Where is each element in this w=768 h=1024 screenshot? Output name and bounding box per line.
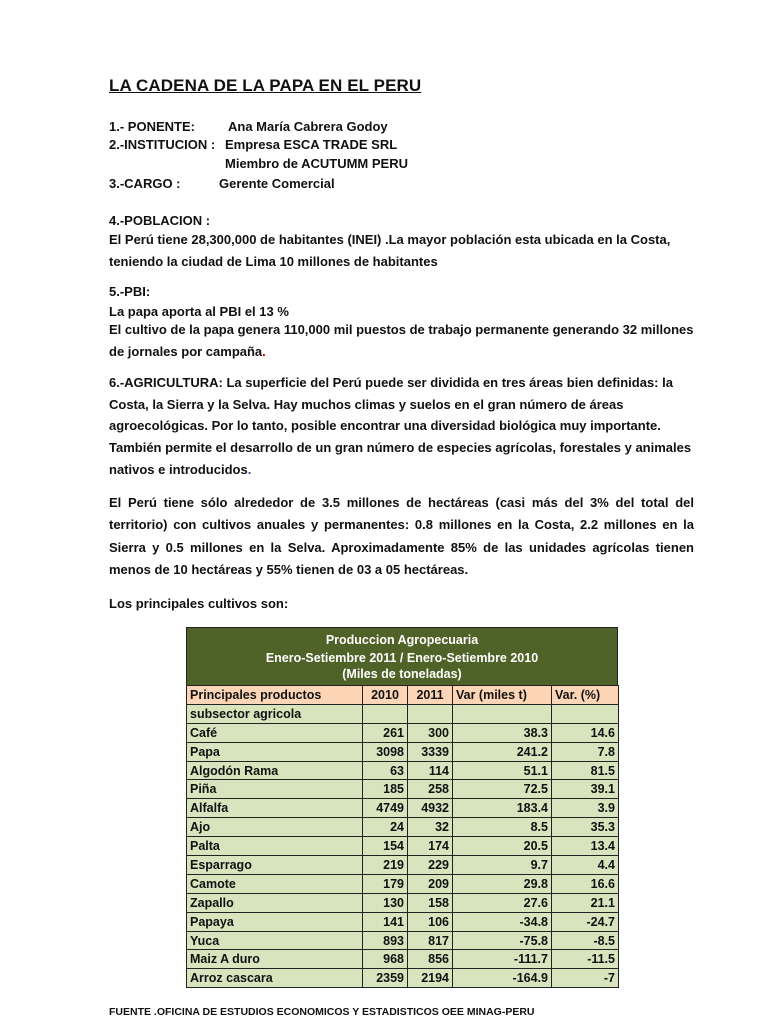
table-cell: [363, 704, 408, 723]
table-cell: 141: [363, 912, 408, 931]
pbi-text-2-body: El cultivo de la papa genera 110,000 mil puestos de trabajo permanente generando 32 millones de jornales por campaña: [109, 322, 694, 359]
table-cell: 51.1: [453, 761, 552, 780]
table-cell: -24.7: [552, 912, 619, 931]
table-cell: 856: [408, 950, 453, 969]
table-cell: 2194: [408, 969, 453, 988]
product-name-cell: Piña: [187, 780, 363, 799]
table-cell: 7.8: [552, 742, 619, 761]
table-cell: 261: [363, 723, 408, 742]
document-title: LA CADENA DE LA PAPA EN EL PERU: [109, 76, 422, 95]
table-cell: 183.4: [453, 799, 552, 818]
table-cell: 209: [408, 874, 453, 893]
product-name-cell: Algodón Rama: [187, 761, 363, 780]
table-cell: 9.7: [453, 856, 552, 875]
product-name-cell: Papaya: [187, 912, 363, 931]
product-name-cell: Papa: [187, 742, 363, 761]
table-cell: 3339: [408, 742, 453, 761]
table-cell: 63: [363, 761, 408, 780]
table-cell: 35.3: [552, 818, 619, 837]
table-row: [187, 874, 619, 893]
table-cell: 72.5: [453, 780, 552, 799]
table-row: [187, 761, 619, 780]
institucion-label: 2.-INSTITUCION :: [109, 137, 216, 152]
table-cell: 3098: [363, 742, 408, 761]
table-cell: 39.1: [552, 780, 619, 799]
table-cell: 893: [363, 931, 408, 950]
table-row: [187, 856, 619, 875]
table-row: [187, 818, 619, 837]
table-cell: 81.5: [552, 761, 619, 780]
table-title-1: Produccion Agropecuaria: [325, 633, 479, 647]
table-cell: 14.6: [552, 723, 619, 742]
table-header-row: [187, 686, 619, 705]
ponente-line: [109, 119, 388, 134]
source-footer: FUENTE .OFICINA DE ESTUDIOS ECONOMICOS Y ESTADISTICOS OEE MINAG-PERU: [109, 1006, 535, 1018]
table-cell: [408, 704, 453, 723]
table-cell: 2359: [363, 969, 408, 988]
table-cell: 130: [363, 893, 408, 912]
table-cell: 179: [363, 874, 408, 893]
product-name-cell: Alfalfa: [187, 799, 363, 818]
table-cell: 968: [363, 950, 408, 969]
product-name-cell: Yuca: [187, 931, 363, 950]
column-header: Var. (%): [552, 686, 619, 705]
table-cell: -8.5: [552, 931, 619, 950]
institucion-value: Empresa ESCA TRADE SRL: [225, 137, 398, 152]
table-cell: 8.5: [453, 818, 552, 837]
cargo-line: [109, 176, 335, 191]
table-cell: 16.6: [552, 874, 619, 893]
product-name-cell: Ajo: [187, 818, 363, 837]
table-cell: 258: [408, 780, 453, 799]
agricultura-text: [109, 372, 694, 481]
ponente-value: Ana María Cabrera Godoy: [228, 119, 388, 134]
table-cell: 185: [363, 780, 408, 799]
table-row: [187, 780, 619, 799]
table-title-3: (Miles de toneladas): [342, 667, 462, 681]
table-cell: 38.3: [453, 723, 552, 742]
table-cell: -111.7: [453, 950, 552, 969]
production-data-table: [186, 685, 619, 988]
table-row: [187, 912, 619, 931]
column-header: Principales productos: [187, 686, 363, 705]
ponente-label: 1.- PONENTE:: [109, 119, 195, 134]
table-row: [187, 969, 619, 988]
pbi-text-2: [109, 319, 694, 362]
table-row: [187, 931, 619, 950]
table-cell: -34.8: [453, 912, 552, 931]
table-cell: 4932: [408, 799, 453, 818]
product-name-cell: Arroz cascara: [187, 969, 363, 988]
table-row: [187, 723, 619, 742]
table-cell: 300: [408, 723, 453, 742]
agricultura-text-end: .: [247, 461, 252, 477]
institucion-line: [109, 137, 398, 152]
table-row: [187, 950, 619, 969]
table-row: [187, 837, 619, 856]
cultivos-intro: Los principales cultivos son:: [109, 596, 289, 611]
cargo-label: 3.-CARGO :: [109, 176, 181, 191]
table-cell: -11.5: [552, 950, 619, 969]
product-name-cell: Esparrago: [187, 856, 363, 875]
column-header: 2011: [408, 686, 453, 705]
table-cell: -164.9: [453, 969, 552, 988]
table-cell: 27.6: [453, 893, 552, 912]
institucion-value-2: Miembro de ACUTUMM PERU: [225, 156, 408, 171]
table-row: [187, 799, 619, 818]
table-row: [187, 742, 619, 761]
table-cell: 229: [408, 856, 453, 875]
table-cell: 24: [363, 818, 408, 837]
production-table: [186, 627, 618, 988]
table-cell: 4.4: [552, 856, 619, 875]
product-name-cell: Maiz A duro: [187, 950, 363, 969]
table-cell: 241.2: [453, 742, 552, 761]
table-cell: [453, 704, 552, 723]
poblacion-heading: 4.-POBLACION :: [109, 213, 211, 228]
product-name-cell: Zapallo: [187, 893, 363, 912]
table-cell: 21.1: [552, 893, 619, 912]
table-row: [187, 893, 619, 912]
hectareas-text: El Perú tiene sólo alrededor de 3.5 millones de hectáreas (casi más del 3% del total del territorio) con cultivos anuales y permanentes: 0.8 millones en la Costa, 2.2 millones en la Sierra y 0.5 millones en la Selva. Aproximadamente 85% de las unidades agrícolas tienen menos de 10 hectáreas y 55% tienen de 03 a 05 hectáreas.: [109, 495, 694, 577]
poblacion-text: El Perú tiene 28,300,000 de habitantes (INEI) .La mayor población esta ubicada en la Costa, teniendo la ciudad de Lima 10 millones de habitantes: [109, 232, 671, 269]
product-name-cell: Camote: [187, 874, 363, 893]
table-cell: 4749: [363, 799, 408, 818]
pbi-text-2-end: .: [262, 343, 266, 359]
table-cell: -75.8: [453, 931, 552, 950]
table-cell: 154: [363, 837, 408, 856]
product-name-cell: Café: [187, 723, 363, 742]
table-cell: 817: [408, 931, 453, 950]
table-cell: 158: [408, 893, 453, 912]
table-cell: 3.9: [552, 799, 619, 818]
table-title: [186, 627, 618, 685]
subsector-label: subsector agricola: [187, 704, 363, 723]
table-cell: [552, 704, 619, 723]
table-cell: 174: [408, 837, 453, 856]
cargo-value: Gerente Comercial: [219, 176, 335, 191]
table-cell: 32: [408, 818, 453, 837]
table-cell: 106: [408, 912, 453, 931]
table-cell: 114: [408, 761, 453, 780]
column-header: 2010: [363, 686, 408, 705]
table-cell: -7: [552, 969, 619, 988]
table-title-2: Enero-Setiembre 2011 / Enero-Setiembre 2010: [265, 651, 539, 665]
table-cell: 20.5: [453, 837, 552, 856]
subsector-row: [187, 704, 619, 723]
table-cell: 13.4: [552, 837, 619, 856]
table-cell: 219: [363, 856, 408, 875]
agricultura-text-body: 6.-AGRICULTURA: La superficie del Perú puede ser dividida en tres áreas bien definidas: la Costa, la Sierra y la Selva. Hay muchos climas y suelos en el gran número de áreas agroecológicas. Por lo tanto, posible encontrar una diversidad biológica muy importante. También permite el desarrollo de un gran número de especies agrícolas, forestales y animales nativos e introducidos: [109, 375, 692, 477]
column-header: Var (miles t): [453, 686, 552, 705]
table-cell: 29.8: [453, 874, 552, 893]
product-name-cell: Palta: [187, 837, 363, 856]
pbi-text-1: La papa aporta al PBI el 13 %: [109, 304, 289, 319]
pbi-heading: 5.-PBI:: [109, 284, 151, 299]
